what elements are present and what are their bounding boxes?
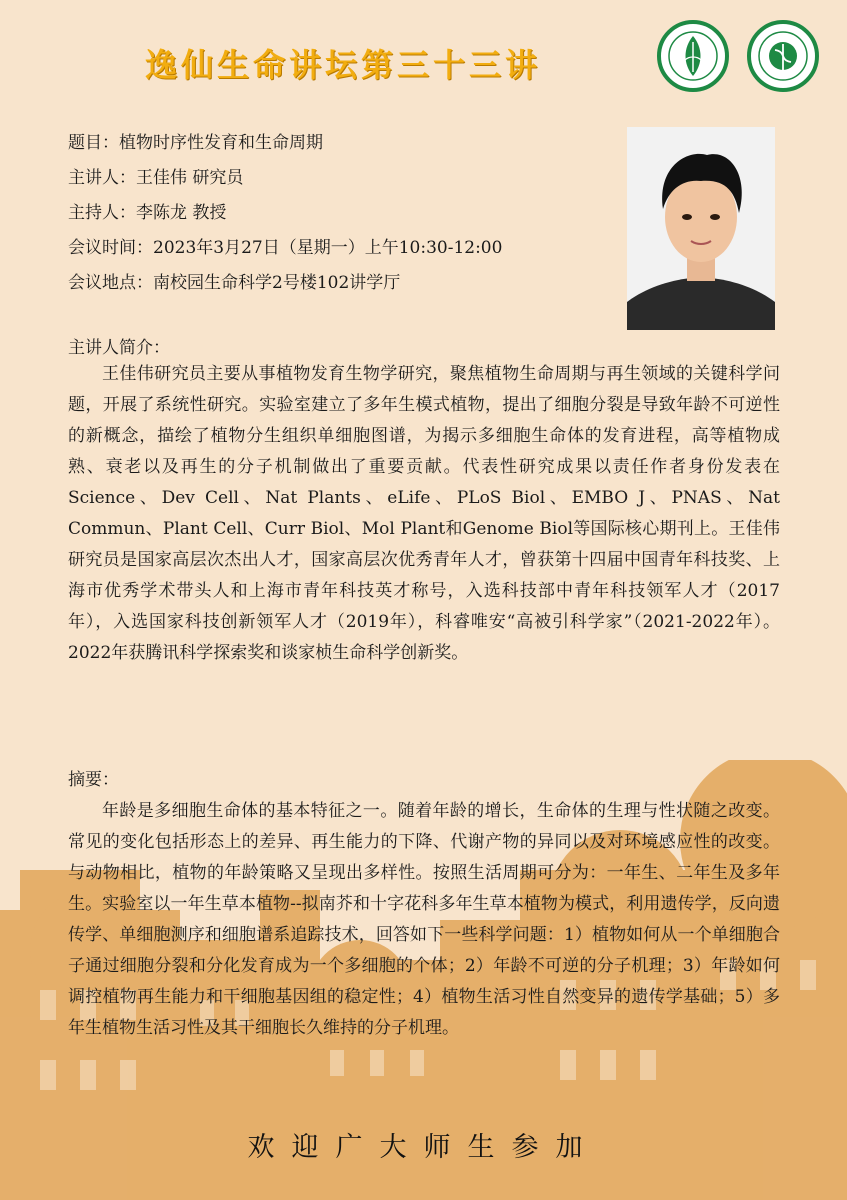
bio-paragraph: 王佳伟研究员主要从事植物发育生物学研究，聚焦植物生命周期与再生领域的关键科学问题，开展了系统性研究。实验室建立了多年生模式植物，提出了细胞分裂是导致年龄不可逆性的新概念，描绘了植物分生组织单细胞图谱，为揭示多细胞生命体的发育进程，高等植物成熟、衰老以及再生的分子机制做出了重要贡献。代表性研究成果以责任作者身份发表在Science、Dev Cell、Nat Plants、eLife、PLoS Biol、EMBO J、PNAS、Nat Commun、Plant Cell、Curr Biol、Mol Plant和Genome Biol等国际核心期刊上。王佳伟研究员是国家高层次杰出人才，国家高层次优秀青年人才，曾获第十四届中国青年科技奖、上海市优秀学术带头人和上海市青年科技英才称号，入选科技部中青年科技领军人才（2017年），入选国家科技创新领军人才（2019年），科睿唯安“高被引科学家”（2021-2022年）。2022年获腾讯科学探索奖和谈家桢生命科学创新奖。 (68, 364, 780, 663)
lecture-title: 逸仙生命讲坛第三十三讲 (145, 46, 542, 84)
time-line: 会议时间：2023年3月27日（星期一）上午10:30-12:00 (68, 238, 503, 258)
welcome-footer: 欢迎广大师生参加 (247, 1132, 600, 1163)
speaker-line: 主讲人：王佳伟 研究员 (68, 168, 244, 188)
lecture-info (68, 126, 608, 301)
state-key-lab-logo (747, 20, 819, 92)
bio-heading: 主讲人简介： (68, 338, 170, 358)
sysu-life-sciences-logo (657, 20, 729, 92)
location-line: 会议地点：南校园生命科学2号楼102讲学厅 (68, 273, 401, 293)
speaker-portrait (627, 127, 775, 330)
abstract-heading: 摘要： (68, 770, 119, 790)
abstract-paragraph: 年龄是多细胞生命体的基本特征之一。随着年龄的增长，生命体的生理与性状随之改变。常见的变化包括形态上的差异、再生能力的下降、代谢产物的异同以及对环境感应性的改变。与动物相比，植物的年龄策略又呈现出多样性。按照生活周期可分为：一年生、二年生及多年生。实验室以一年生草本植物--拟南芥和十字花科多年生草本植物为模式，利用遗传学，反向遗传学、单细胞测序和细胞谱系追踪技术，回答如下一些科学问题：1）植物如何从一个单细胞合子通过细胞分裂和分化发育成为一个多细胞的个体；2）年龄不可逆的分子机理；3）年龄如何调控植物再生能力和干细胞基因组的稳定性；4）植物生活习性自然变异的遗传学基础；5）多年生植物生活习性及其干细胞长久维持的分子机理。 (68, 801, 780, 1038)
topic-line: 题目：植物时序性发育和生命周期 (68, 133, 323, 153)
host-line: 主持人：李陈龙 教授 (68, 203, 227, 223)
